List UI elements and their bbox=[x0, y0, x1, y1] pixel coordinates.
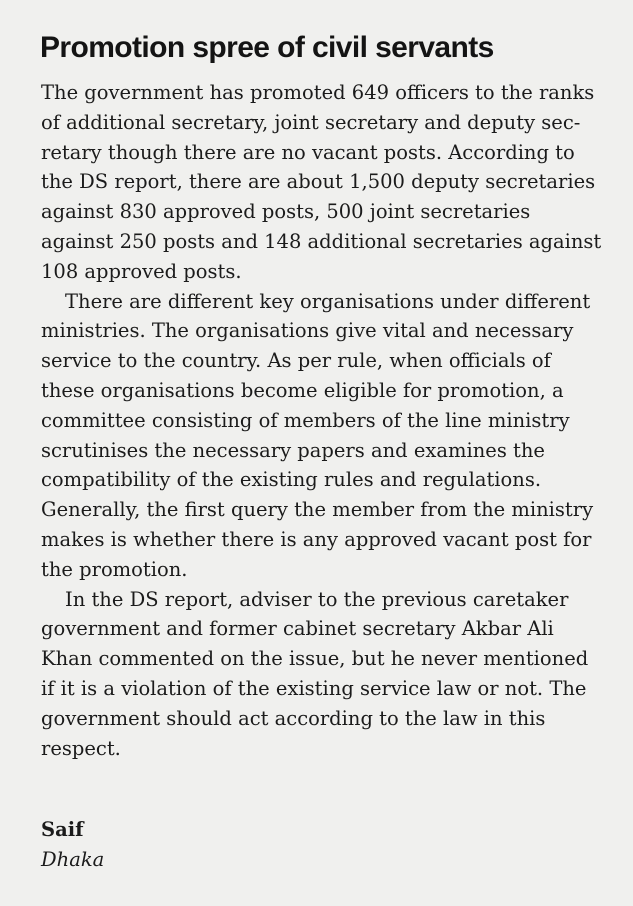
text-line: government and former cabinet secretary Akbar Ali bbox=[41, 617, 554, 641]
paragraph-1 bbox=[41, 78, 631, 287]
text-line: 108 approved posts. bbox=[41, 259, 242, 283]
text-line: the DS report, there are about 1,500 deputy secretaries bbox=[41, 170, 596, 194]
text-line: of additional secretary, joint secretary and deputy sec- bbox=[41, 110, 581, 134]
text-line: Generally, the first query the member from the ministry bbox=[41, 498, 594, 522]
text-line: retary though there are no vacant posts. According to bbox=[41, 140, 575, 164]
text-line: the promotion. bbox=[41, 557, 188, 581]
text-line: compatibility of the existing rules and regulations. bbox=[41, 468, 542, 492]
text-line: makes is whether there is any approved vacant post for bbox=[41, 527, 592, 551]
text-line: In the DS report, adviser to the previous caretaker bbox=[65, 587, 569, 611]
signature-block bbox=[41, 815, 104, 875]
author-location: Dhaka bbox=[41, 847, 105, 871]
text-line: service to the country. As per rule, when officials of bbox=[41, 349, 551, 373]
paragraph-3 bbox=[41, 585, 631, 764]
text-line: against 830 approved posts, 500 joint secretaries bbox=[41, 200, 531, 224]
text-line: these organisations become eligible for promotion, a bbox=[41, 378, 564, 402]
text-line: ministries. The organisations give vital and necessary bbox=[41, 319, 574, 343]
paragraph-2 bbox=[41, 287, 631, 585]
text-line: scrutinises the necessary papers and examines the bbox=[41, 438, 545, 462]
text-line: respect. bbox=[41, 736, 121, 760]
text-line: government should act according to the law in this bbox=[41, 706, 546, 730]
letter-headline: Promotion spree of civil servants bbox=[40, 31, 494, 64]
text-line: There are different key organisations under different bbox=[65, 289, 591, 313]
text-line: against 250 posts and 148 additional secretaries against bbox=[41, 229, 602, 253]
text-line: if it is a violation of the existing service law or not. The bbox=[41, 676, 587, 700]
text-line: Khan commented on the issue, but he never mentioned bbox=[41, 647, 589, 671]
text-line: committee consisting of members of the line ministry bbox=[41, 408, 570, 432]
text-line: The government has promoted 649 officers to the ranks bbox=[41, 81, 595, 104]
letter-body bbox=[41, 78, 631, 763]
author-name: Saif bbox=[41, 818, 84, 841]
